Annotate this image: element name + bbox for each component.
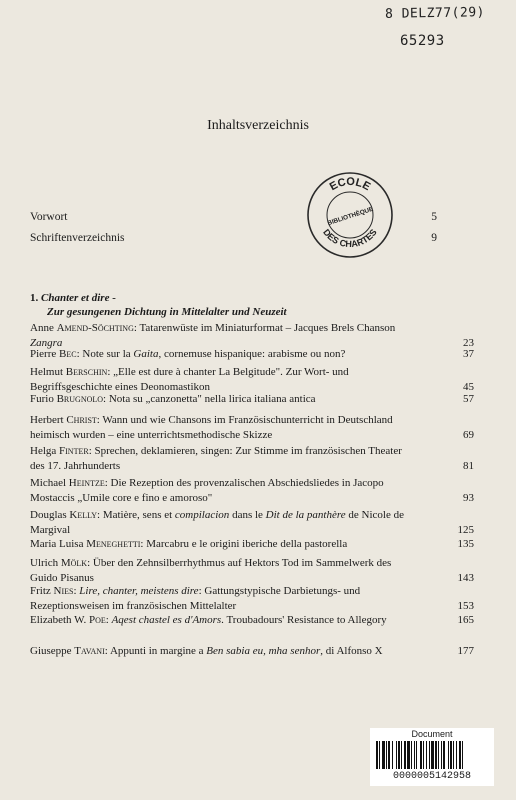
library-stamp xyxy=(306,171,394,259)
barcode-bar xyxy=(453,741,454,769)
barcode-bar xyxy=(450,741,452,769)
barcode-bar xyxy=(411,741,412,769)
page-title: Inhaltsverzeichnis xyxy=(207,118,309,133)
entry-title: Wann und wie Chansons im Französischunterricht in Deutschland heimisch wurden – eine unterrichtsmethodische Skizze xyxy=(30,414,393,441)
page-number: 81 xyxy=(463,459,474,472)
barcode-bar xyxy=(431,741,434,769)
page-number: 93 xyxy=(463,491,474,504)
author-first-name: Helmut xyxy=(30,366,63,378)
toc-entry xyxy=(30,413,474,443)
front-matter-vorwort: Vorwort xyxy=(30,211,68,223)
author-last-name: Poe xyxy=(88,614,106,626)
barcode-bar xyxy=(420,741,422,769)
author-first-name: Furio xyxy=(30,393,54,405)
toc-entry xyxy=(30,392,474,407)
toc-entry-text: Ulrich Mölk: Über den Zehnsilberrhythmus auf Hektors Tod im Sammelwerk des Guido Pisanus xyxy=(30,557,392,584)
author-last-name: Berschin xyxy=(65,366,108,378)
barcode-bars xyxy=(376,741,488,769)
entry-title: Aqest chastel es d'Amors. Troubadours' Resistance to Allegory xyxy=(111,614,387,626)
toc-entry-text: Anne Amend-Söchting: Tatarenwüste im Miniaturformat – Jacques Brels Chanson Zangra xyxy=(30,322,396,349)
entry-title: Über den Zehnsilberrhythmus auf Hektors Tod im Sammelwerk des Guido Pisanus xyxy=(30,557,392,584)
entry-title: Appunti in margine a Ben sabia eu, mha senhor, di Alfonso X xyxy=(109,645,383,657)
stamp-top-text: ECOLE xyxy=(327,175,373,194)
author-first-name: Helga xyxy=(30,445,57,457)
barcode-bar xyxy=(462,741,463,769)
barcode-bar xyxy=(414,741,415,769)
page-number: 45 xyxy=(463,380,474,393)
toc-entry-text: Herbert Christ: Wann und wie Chansons im Französischunterricht in Deutschland heimisch wurden – eine unterrichtsmethodische Skizze xyxy=(30,414,393,441)
author-first-name: Pierre xyxy=(30,348,57,360)
entry-title: Marcabru e le origini iberiche della pastorella xyxy=(146,538,348,550)
page-number: 23 xyxy=(463,336,474,349)
author-first-name: Elizabeth W. xyxy=(30,614,87,626)
barcode-bar xyxy=(404,741,406,769)
entry-title: Nota su „canzonetta" nella lirica italiana antica xyxy=(108,393,316,405)
author-first-name: Herbert xyxy=(30,414,64,426)
author-last-name: Christ xyxy=(66,414,97,426)
author-first-name: Giuseppe xyxy=(30,645,72,657)
barcode-bar xyxy=(429,741,430,769)
page-number: 125 xyxy=(457,523,474,536)
author-last-name: Tavani xyxy=(74,645,105,657)
barcode-number: 0000005142958 xyxy=(392,771,471,782)
front-matter-schriftenverzeichnis: Schriftenverzeichnis xyxy=(30,232,125,244)
author-last-name: Nies xyxy=(53,585,74,597)
toc-entry xyxy=(30,584,474,614)
page-number: 153 xyxy=(457,599,474,612)
toc-entry-text: Douglas Kelly: Matière, sens et compilacion dans le Dit de la panthère de Nicole de Margival xyxy=(30,509,404,536)
entry-title: Note sur la Gaita, cornemuse hispanique: arabisme ou non? xyxy=(82,348,346,360)
toc-entry xyxy=(30,444,474,474)
barcode-bar xyxy=(443,741,445,769)
page-number: 143 xyxy=(457,571,474,584)
toc-entry-text: Helmut Berschin: „Elle est dure à chanter La Belgitude". Zur Wort- und Begriffsgeschichte eines Deonomastikon xyxy=(30,366,349,393)
barcode-bar xyxy=(407,741,410,769)
author-last-name: Brugnolo xyxy=(56,393,104,405)
section-heading: 1. Chanter et dire - xyxy=(30,292,116,304)
barcode-bar xyxy=(438,741,439,769)
author-last-name: Mölk xyxy=(60,557,88,569)
toc-entry xyxy=(30,613,474,628)
toc-entry xyxy=(30,476,474,506)
barcode-bar xyxy=(398,741,400,769)
barcode-bar xyxy=(379,741,380,769)
page-number: 57 xyxy=(463,393,474,405)
author-first-name: Maria Luisa xyxy=(30,538,84,550)
barcode-bar xyxy=(382,741,385,769)
barcode-label xyxy=(370,728,494,786)
toc-entry-text: Michael Heintze: Die Rezeption des provenzalischen Abschiedsliedes in Jacopo Mostaccis „Umile core e fino e amoroso" xyxy=(30,477,384,504)
barcode-bar xyxy=(423,741,424,769)
barcode-bar xyxy=(388,741,390,769)
front-matter-schriftenverzeichnis-page: 9 xyxy=(431,232,437,244)
barcode-bar xyxy=(401,741,402,769)
toc-entry-text: Maria Luisa Meneghetti: Marcabru e le origini iberiche della pastorella xyxy=(30,538,348,550)
barcode-bar xyxy=(392,741,393,769)
entry-title: Matière, sens et compilacion dans le Dit de la panthère de Nicole de Margival xyxy=(30,509,404,536)
barcode-bar xyxy=(435,741,437,769)
author-first-name: Michael xyxy=(30,477,67,489)
entry-title: „Elle est dure à chanter La Belgitude". Zur Wort- und Begriffsgeschichte eines Deonomastikon xyxy=(30,366,349,393)
author-first-name: Anne xyxy=(30,322,54,334)
toc-entry xyxy=(30,556,474,586)
barcode-bar xyxy=(456,741,457,769)
entry-title: Lire, chanter, meistens dire: Gattungstypische Darbietungs- und Rezeptionsweisen im französischen Mittelalter xyxy=(30,585,361,612)
page-number: 37 xyxy=(463,348,474,360)
author-first-name: Douglas xyxy=(30,509,67,521)
toc-entry-text: Furio Brugnolo: Nota su „canzonetta" nella lirica italiana antica xyxy=(30,393,316,405)
author-last-name: Kelly xyxy=(69,509,98,521)
toc-entry xyxy=(30,644,474,659)
barcode-bar xyxy=(441,741,442,769)
stamp-bottom-text: DES CHARTES xyxy=(321,227,379,250)
barcode-bar xyxy=(376,741,378,769)
section-subheading: Zur gesungenen Dichtung in Mittelalter und Neuzeit xyxy=(47,306,287,318)
toc-entry xyxy=(30,508,474,538)
toc-entry xyxy=(30,365,474,395)
author-first-name: Fritz xyxy=(30,585,51,597)
toc-entry-text: Pierre Bec: Note sur la Gaita, cornemuse hispanique: arabisme ou non? xyxy=(30,348,346,360)
page-number: 69 xyxy=(463,428,474,441)
author-last-name: Heintze xyxy=(68,477,105,489)
page-number: 135 xyxy=(457,538,474,550)
toc-entry xyxy=(30,537,474,552)
barcode-bar xyxy=(448,741,449,769)
entry-title: Sprechen, deklamieren, singen: Zur Stimme im französischen Theater des 17. Jahrhunderts xyxy=(30,445,402,472)
entry-title: Tatarenwüste im Miniaturformat – Jacques Brels Chanson Zangra xyxy=(30,322,396,349)
author-first-name: Ulrich xyxy=(30,557,59,569)
barcode-title: Document xyxy=(411,729,453,739)
toc-entry-text: Fritz Nies: Lire, chanter, meistens dire: Gattungstypische Darbietungs- und Rezeptionsweisen im französischen Mittelalter xyxy=(30,585,361,612)
toc-entry-text: Elizabeth W. Poe: Aqest chastel es d'Amors. Troubadours' Resistance to Allegory xyxy=(30,614,387,626)
front-matter-vorwort-page: 5 xyxy=(431,211,437,223)
barcode-bar xyxy=(416,741,417,769)
author-last-name: Amend-Söchting xyxy=(56,322,134,334)
handwritten-inventory-number: 65293 xyxy=(400,33,445,49)
author-last-name: Bec xyxy=(59,348,77,360)
page-number: 177 xyxy=(457,645,474,657)
author-last-name: Finter xyxy=(59,445,89,457)
toc-entry-text: Helga Finter: Sprechen, deklamieren, singen: Zur Stimme im französischen Theater des 17. Jahrhunderts xyxy=(30,445,402,472)
stamp-middle-text: BIBLIOTHÈQUE xyxy=(326,205,375,228)
barcode-bar xyxy=(459,741,461,769)
svg-text:ECOLE xyxy=(328,176,372,193)
page-number: 165 xyxy=(457,614,474,626)
author-last-name: Meneghetti xyxy=(86,538,141,550)
handwritten-shelfmark: 8 DELZ77(29) xyxy=(384,5,486,22)
barcode-bar xyxy=(386,741,387,769)
toc-entry-text: Giuseppe Tavani: Appunti in margine a Ben sabia eu, mha senhor, di Alfonso X xyxy=(30,645,383,657)
entry-title: Die Rezeption des provenzalischen Abschiedsliedes in Jacopo Mostaccis „Umile core e fino e amoroso" xyxy=(30,477,384,504)
toc-entry xyxy=(30,347,474,362)
barcode-bar xyxy=(396,741,397,769)
barcode-bar xyxy=(426,741,427,769)
